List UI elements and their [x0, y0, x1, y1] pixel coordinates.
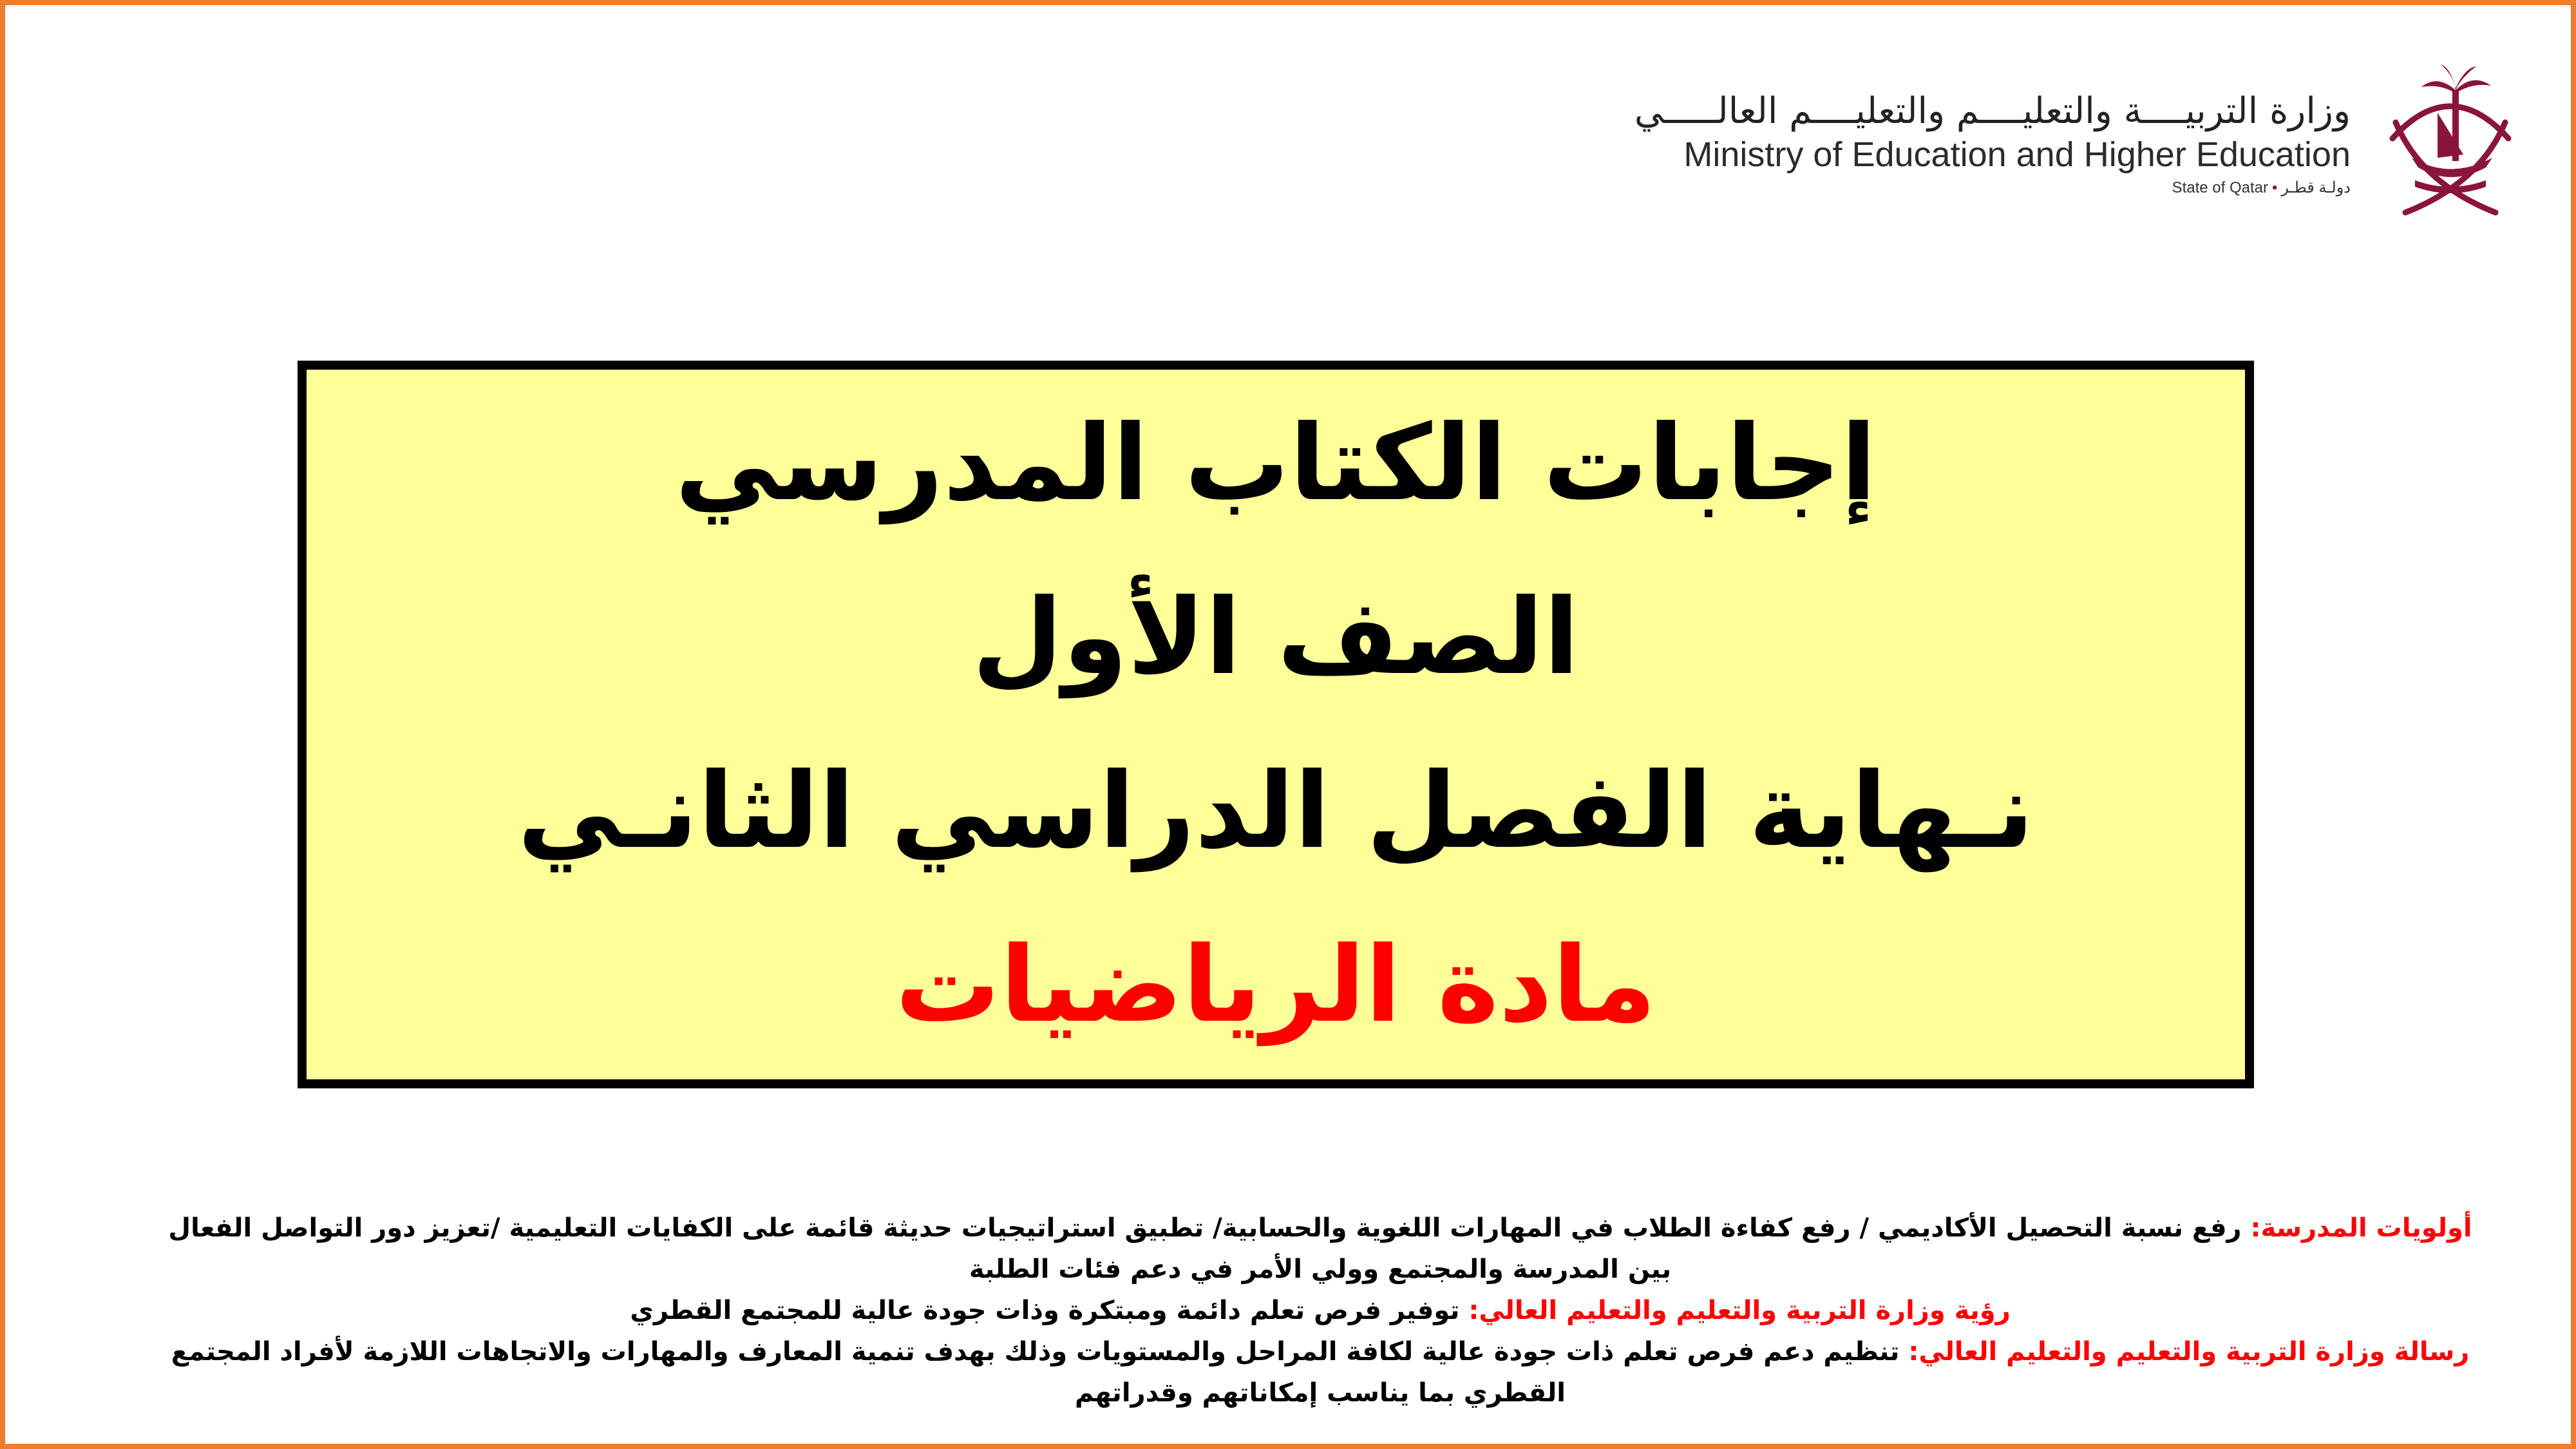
ministry-name-en: Ministry of Education and Higher Education [1683, 135, 2351, 175]
state-name-ar: دولـة قطـر [2281, 179, 2351, 197]
title-box [298, 361, 2254, 1088]
school-priorities [161, 1208, 2479, 1290]
title-grade: الصف الأول [972, 577, 1580, 698]
mission-label: رسالة وزارة التربية والتعليم والتعليم العالي: [1908, 1337, 2470, 1367]
title-term: نـهاية الفصل الدراسي الثانـي [517, 751, 2034, 872]
ministry-name [1634, 89, 2351, 200]
title-answers: إجابات الكتاب المدرسي [675, 403, 1877, 524]
separator-dot: • [2272, 179, 2278, 197]
ministry-mission [161, 1331, 2479, 1414]
mission-text: تنظيم دعم فرص تعلم ذات جودة عالية لكافة المراحل والمستويات وذلك بهدف تنمية المعارف والمهارات والاتجاهات اللازمة لأفراد المجتمع القطري بما يناسب إمكاناتهم وقدراتهم [171, 1337, 1900, 1408]
title-subject: مادة الرياضيات [895, 925, 1656, 1046]
state-name-en: State of Qatar [2172, 179, 2268, 197]
state-name [1634, 176, 2351, 200]
priorities-label: أولويات المدرسة: [2250, 1213, 2472, 1243]
ministry-vision [161, 1290, 2479, 1331]
ministry-name-ar: وزارة التربيــــة والتعليــــم والتعليــــم العالـــــي [1634, 90, 2351, 133]
priorities-text: رفع نسبة التحصيل الأكاديمي / رفع كفاءة الطلاب في المهارات اللغوية والحسابية/ تطبيق استراتيجيات حديثة قائمة على الكفايات التعليمية /تعزيز دور التواصل الفعال بين المدرسة والمجتمع وولي الأمر في دعم فئات الطلبة [168, 1213, 2242, 1284]
qatar-emblem-icon [2376, 61, 2524, 229]
vision-text: توفير فرص تعلم دائمة ومبتكرة وذات جودة عالية للمجتمع القطري [630, 1296, 1460, 1325]
vision-label: رؤية وزارة التربية والتعليم والتعليم العالي: [1468, 1296, 2011, 1325]
footer-statements [161, 1208, 2479, 1414]
ministry-logo [1634, 61, 2524, 229]
